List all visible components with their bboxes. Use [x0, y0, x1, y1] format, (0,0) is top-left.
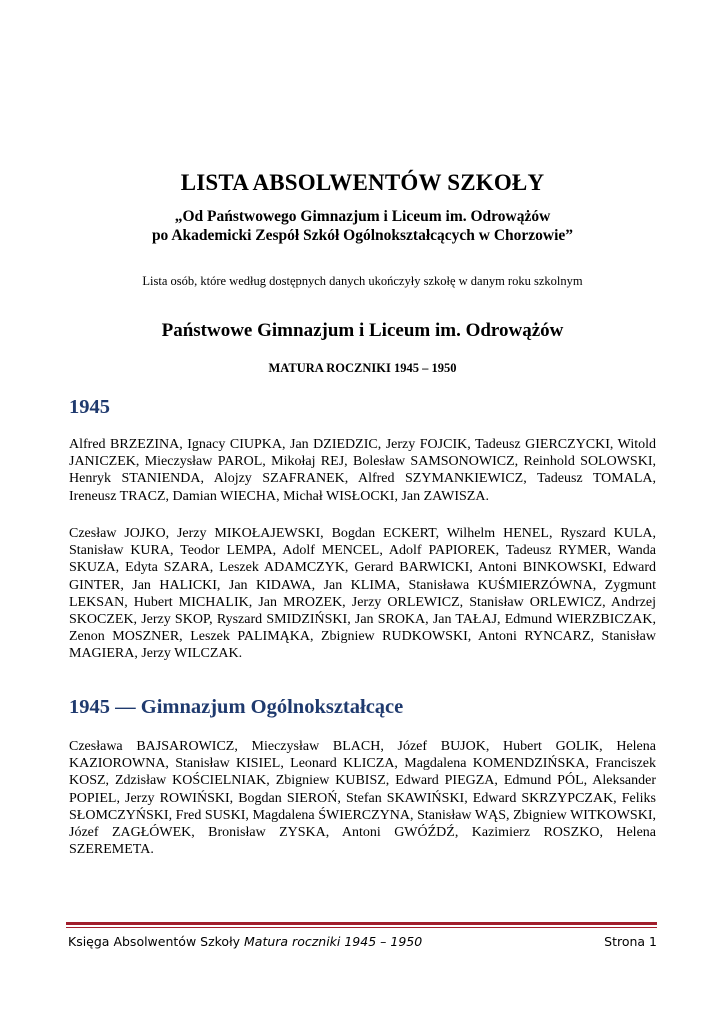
- graduates-paragraph: Czesław JOJKO, Jerzy MIKOŁAJEWSKI, Bogdan ECKERT, Wilhelm HENEL, Ryszard KULA, Stanisław KURA, Teodor LEMPA, Adolf MENCEL, Adolf PAPIOREK, Tadeusz RYMER, Wanda SKUZA, Edyta SZARA, Leszek ADAMCZYK, Gerard BARWICKI, Antoni BINKOWSKI, Edward GINTER, Jan HALICKI, Jan KIDAWA, Jan KLIMA, Stanisława KUŚMIERZÓWNA, Zygmunt LEKSAN, Hubert MICHALIK, Jan MROZEK, Jerzy ORLEWICZ, Stanisław ORLEWICZ, Andrzej SKOCZEK, Jerzy SKOP, Ryszard SMIDZIŃSKI, Jan SROKA, Jan TAŁAJ, Edmund WIERZBICZAK, Zenon MOSZNER, Leszek PALIMĄKA, Zbigniew RUDKOWSKI, Antoni RYNCARZ, Stanisław MAGIERA, Jerzy WILCZAK.: [69, 526, 656, 662]
- intro-note: Lista osób, które według dostępnych danych ukończyły szkołę w danym roku szkolnym: [142, 274, 583, 288]
- graduates-paragraph: Alfred BRZEZINA, Ignacy CIUPKA, Jan DZIEDZIC, Jerzy FOJCIK, Tadeusz GIERCZYCKI, Witold JANICZEK, Mieczysław PAROL, Mikołaj REJ, Bolesław SAMSONOWICZ, Reinhold SOLOWSKI, Henryk STANIENDA, Alojzy SZAFRANEK, Alfred SZYMANKIEWICZ, Tadeusz TOMALA, Ireneusz TRACZ, Damian WIECHA, Michał WISŁOCKI, Jan ZAWISZA.: [69, 437, 656, 504]
- footer-book-title: [68, 934, 422, 949]
- matura-range: MATURA ROCZNIKI 1945 – 1950: [268, 361, 457, 375]
- section-heading-1945-gimnazjum: 1945 — Gimnazjum Ogólnokształcące: [69, 696, 404, 718]
- school-name: Państwowe Gimnazjum i Liceum im. Odrowążów: [161, 320, 564, 341]
- footer-rule-thin: [66, 927, 657, 928]
- subtitle-line-2: po Akademicki Zespół Szkół Ogólnokształcących w Chorzowie”: [151, 227, 574, 244]
- footer-book-name: Księga Absolwentów Szkoły: [68, 934, 241, 949]
- document-subtitle: [0, 207, 725, 245]
- graduates-paragraph: Czesława BAJSAROWICZ, Mieczysław BLACH, Józef BUJOK, Hubert GOLIK, Helena KAZIOROWNA, Stanisław KISIEL, Leonard KLICZA, Magdalena KOMENDZIŃSKA, Franciszek KOSZ, Zdzisław KOŚCIELNIAK, Zbigniew KUBISZ, Edward PIEGZA, Edmund PÓL, Aleksander POPIEL, Jerzy ROWIŃSKI, Bogdan SIEROŃ, Stefan SKAWIŃSKI, Edward SKRZYPCZAK, Feliks SŁOMCZYŃSKI, Fred SUSKI, Magdalena ŚWIERCZYNA, Stanisław WĄS, Zbigniew WITKOWSKI, Józef ZAGŁÓWEK, Bronisław ZYSKA, Antoni GWÓŹDŹ, Kazimierz ROSZKO, Helena SZEREMETA.: [69, 739, 656, 858]
- subtitle-line-1: „Od Państwowego Gimnazjum i Liceum im. Odrowążów: [174, 208, 551, 225]
- footer-book-subtitle: Matura roczniki 1945 – 1950: [244, 934, 423, 949]
- footer-page-number: Strona 1: [604, 934, 657, 949]
- section-heading-1945: 1945: [69, 396, 110, 418]
- document-title: LISTA ABSOLWENTÓW SZKOŁY: [180, 170, 545, 195]
- footer-rule: [66, 922, 657, 925]
